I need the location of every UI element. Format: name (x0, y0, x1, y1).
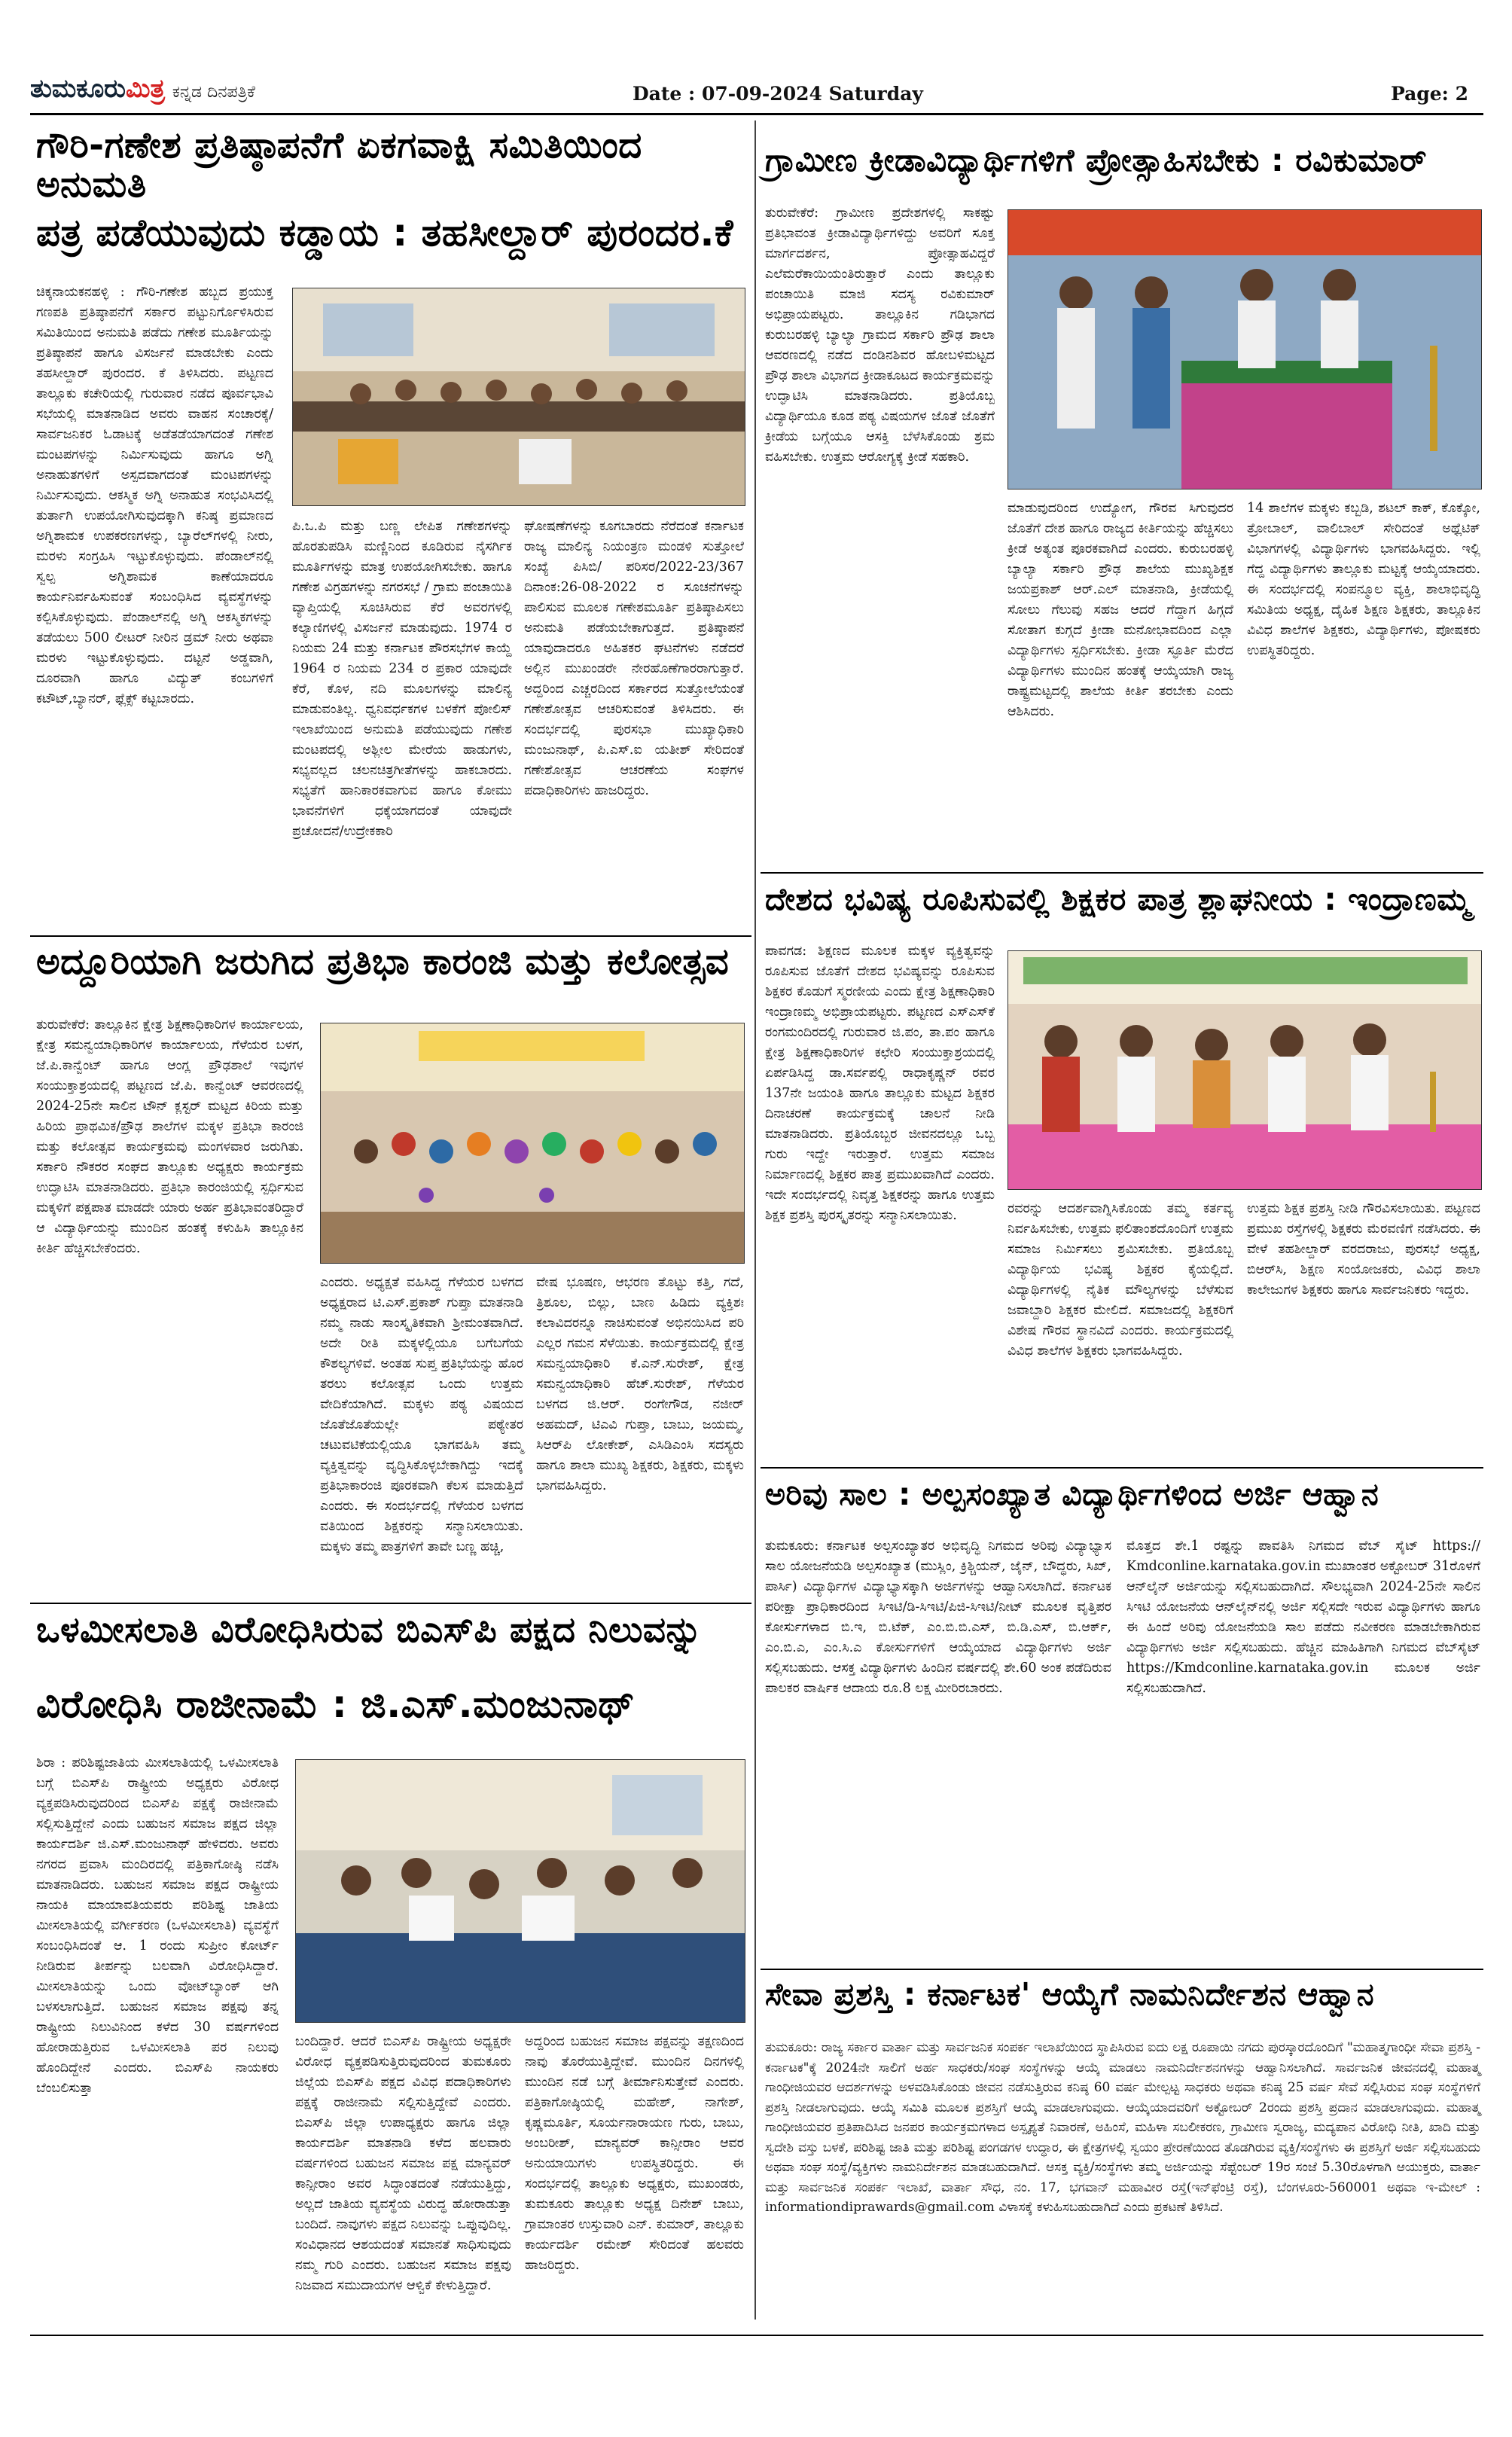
logo-text: ತುಮಕೂರು (30, 74, 126, 104)
column-divider (754, 120, 756, 2320)
sports-headline: ಗ್ರಾಮೀಣ ಕ್ರೀಡಾವಿದ್ಯಾರ್ಥಿಗಳಿಗೆ ಪ್ರೋತ್ಸಾಹಿಸಬೇಕು : ರವಿಕುಮಾರ್ (765, 142, 1428, 178)
prathibha-headline: ಅದ್ದೂರಿಯಾಗಿ ಜರುಗಿದ ಪ್ರತಿಭಾ ಕಾರಂಜಿ ಮತ್ತು ಕಲೋತ್ಸವ (36, 941, 730, 983)
divider (761, 1969, 1483, 1970)
arivu-col-1: ತುಮಕೂರು: ಕರ್ನಾಟಕ ಅಲ್ಪಸಂಖ್ಯಾತರ ಅಭಿವೃದ್ಧಿ ನಿಗಮದ ಅರಿವು ವಿದ್ಯಾಭ್ಯಾಸ ಸಾಲ ಯೋಜನೆಯಡಿ ಅಲ್ಪಸಂಖ್ಯಾತ (ಮುಸ್ಲಿಂ, ಕ್ರಿಶ್ಚಿಯನ್, ಜೈನ್, ಬೌದ್ಧರು, ಸಿಖ್, ಪಾರ್ಸಿ) ವಿದ್ಯಾರ್ಥಿಗಳ ವಿದ್ಯಾಭ್ಯಾಸಕ್ಕಾಗಿ ಅರ್ಜಿಗಳನ್ನು ಆಹ್ವಾನಿಸಲಾಗಿದೆ. ಕರ್ನಾಟಕ ಪರೀಕ್ಷಾ ಪ್ರಾಧಿಕಾರದಿಂದ ಸಿಇಟಿ/ಡಿ-ಸಿಇಟಿ/ಪಿಜಿ-ಸಿಇಟಿ/ನೀಟ್ ಮೂಲಕ ವೃತ್ತಿಪರ ಕೋರ್ಸುಗಳಾದ ಬಿ.ಇ, ಬಿ.ಟೆಕ್, ಎಂ.ಬಿ.ಬಿ.ಎಸ್, ಬಿ.ಡಿ.ಎಸ್, ಬಿ.ಆರ್ಕ್, ಎಂ.ಬಿ.ಎ, ಎಂ.ಸಿ.ಎ ಕೋರ್ಸುಗಳಿಗೆ ಆಯ್ಕೆಯಾದ ವಿದ್ಯಾರ್ಥಿಗಳು ಅರ್ಜಿ ಸಲ್ಲಿಸಬಹುದು. ಆಸಕ್ತ ವಿದ್ಯಾರ್ಥಿಗಳು ಹಿಂದಿನ ವರ್ಷದಲ್ಲಿ ಶೇ.60 ಅಂಕ ಪಡೆದಿರುವ ಪಾಲಕರ ವಾರ್ಷಿಕ ಆದಾಯ ರೂ.8 ಲಕ್ಷ ಮೀರಿರಬಾರದು. (765, 1539, 1111, 1696)
masthead (30, 0, 1483, 113)
indiramma-col-2: ರವರನ್ನು ಆದರ್ಶವಾಗ್ನಿಸಿಕೊಂಡು ತಮ್ಮ ಕರ್ತವ್ಯ ನಿರ್ವಹಿಸಬೇಕು, ಉತ್ತಮ ಫಲಿತಾಂಶದೊಂದಿಗೆ ಉತ್ತಮ ಸಮಾಜ ನಿರ್ಮಿಸಲು ಶ್ರಮಿಸಬೇಕು. ಪ್ರತಿಯೊಬ್ಬ ವಿದ್ಯಾರ್ಥಿಯ ಭವಿಷ್ಯ ಶಿಕ್ಷಕರ ಕೈಯಲ್ಲಿದೆ. ವಿದ್ಯಾರ್ಥಿಗಳಲ್ಲಿ ನೈತಿಕ ಮೌಲ್ಯಗಳನ್ನು ಬೆಳೆಸುವ ಜವಾಬ್ದಾರಿ ಶಿಕ್ಷಕರ ಮೇಲಿದೆ. ಸಮಾಜದಲ್ಲಿ ಶಿಕ್ಷಕರಿಗೆ ವಿಶೇಷ ಗೌರವ ಸ್ಥಾನವಿದೆ ಎಂದರು. ಕಾರ್ಯಕ್ರಮದಲ್ಲಿ ವಿವಿಧ ಶಾಲೆಗಳ ಶಿಕ್ಷಕರು ಭಾಗವಹಿಸಿದ್ದರು. (1007, 1201, 1233, 1359)
logo-subtitle: ಕನ್ನಡ ದಿನಪತ್ರಿಕೆ (172, 83, 255, 102)
sports-col-1: ತುರುವೇಕೆರೆ: ಗ್ರಾಮೀಣ ಪ್ರದೇಶಗಳಲ್ಲಿ ಸಾಕಷ್ಟು ಪ್ರತಿಭಾವಂತ ಕ್ರೀಡಾವಿದ್ಯಾರ್ಥಿಗಳಿದ್ದು ಅವರಿಗೆ ಸೂಕ್ತ ಮಾರ್ಗದರ್ಶನ, ಪ್ರೋತ್ಸಾಹವಿದ್ದರೆ ಎಲೆಮರೆಕಾಯಿಯಂತಿರುತ್ತಾರೆ ಎಂದು ತಾಲ್ಲೂಕು ಪಂಚಾಯಿತಿ ಮಾಜಿ ಸದಸ್ಯ ರವಿಕುಮಾರ್ ಅಭಿಪ್ರಾಯಪಟ್ಟರು. ತಾಲ್ಲೂಕಿನ ಗಡಿಭಾಗದ ಕುರುಬರಹಳ್ಳಿ ಬ್ಯಾಲ್ಯಾ ಗ್ರಾಮದ ಸರ್ಕಾರಿ ಪ್ರೌಢ ಶಾಲಾ ಆವರಣದಲ್ಲಿ ನಡೆದ ದಂಡಿನಶಿವರ ಹೋಬಳಿಮಟ್ಟದ ಪ್ರೌಢ ಶಾಲಾ ವಿಭಾಗದ ಕ್ರೀಡಾಕೂಟದ ಕಾರ್ಯಕ್ರಮವನ್ನು ಉದ್ಘಾಟಿಸಿ ಮಾತನಾಡಿದರು. ಪ್ರತಿಯೊಬ್ಬ ವಿದ್ಯಾರ್ಥಿಯೂ ಕೂಡ ಪಠ್ಯ ವಿಷಯಗಳ ಜೊತೆ ಜೊತೆಗೆ ಕ್ರೀಡೆಯ ಬಗ್ಗೆಯೂ ಆಸಕ್ತಿ ಬೆಳೆಸಿಕೊಂಡು ಶ್ರಮ ವಹಿಸಬೇಕು. ಉತ್ತಮ ಆರೋಗ್ಯಕ್ಕೆ ಕ್ರೀಡೆ ಸಹಕಾರಿ. (765, 206, 995, 465)
seva-body: ತುಮಕೂರು: ರಾಜ್ಯ ಸರ್ಕಾರ ವಾರ್ತಾ ಮತ್ತು ಸಾರ್ವಜನಿಕ ಸಂಪರ್ಕ ಇಲಾಖೆಯಿಂದ ಸ್ಥಾಪಿಸಿರುವ ಐದು ಲಕ್ಷ ರೂಪಾಯಿ ನಗದು ಪುರಸ್ಕಾರದೊಂದಿಗೆ "ಮಹಾತ್ಮಗಾಂಧೀ ಸೇವಾ ಪ್ರಶಸ್ತಿ - ಕರ್ನಾಟಕ"ಕ್ಕೆ 2024ನೇ ಸಾಲಿಗೆ ಅರ್ಹ ಸಾಧಕರು/ಸಂಘ ಸಂಸ್ಥೆಗಳನ್ನು ಆಯ್ಕೆ ಮಾಡಲು ನಾಮನಿರ್ದೇಶನಗಳನ್ನು ಆಹ್ವಾನಿಸಲಾಗಿದೆ. ಸಾರ್ವಜನಿಕ ಜೀವನದಲ್ಲಿ ಮಹಾತ್ಮ ಗಾಂಧೀಜಿಯವರ ಆದರ್ಶಗಳನ್ನು ಅಳವಡಿಸಿಕೊಂಡು ಜೀವನ ನಡೆಸುತ್ತಿರುವ ಕನಿಷ್ಠ 60 ವರ್ಷ ಮೇಲ್ಪಟ್ಟ ಸಾಧಕರು ಅಥವಾ ಕನಿಷ್ಠ 25 ವರ್ಷ ಸೇವೆ ಸಲ್ಲಿಸಿರುವ ಸಂಘ ಸಂಸ್ಥೆಗಳಿಗೆ ಪ್ರಶಸ್ತಿ ನೀಡಲಾಗುವುದು. ಆಯ್ಕೆ ಸಮಿತಿ ಮೂಲಕ ಪ್ರಶಸ್ತಿಗೆ ಆಯ್ಕೆ ಮಾಡಲಾಗುವುದು. ಆಯ್ಕೆಯಾದವರಿಗೆ ಅಕ್ಟೋಬರ್ 2ರಂದು ಪ್ರಶಸ್ತಿ ಪ್ರದಾನ ಮಾಡಲಾಗುವುದು. ಮಹಾತ್ಮ ಗಾಂಧೀಜಿಯವರ ಪ್ರತಿಪಾದಿಸಿದ ಜನಪರ ಕಾರ್ಯಕ್ರಮಗಳಾದ ಅಸ್ಪೃಶ್ಯತೆ ನಿವಾರಣೆ, ಅಹಿಂಸೆ, ಮಹಿಳಾ ಸಬಲೀಕರಣ, ಗ್ರಾಮೀಣ ಸ್ವರಾಜ್ಯ, ಮದ್ಯಪಾನ ವಿರೋಧಿ ನೀತಿ, ಖಾದಿ ಮತ್ತು ಸ್ವದೇಶಿ ವಸ್ತು ಬಳಕೆ, ಪರಿಶಿಷ್ಟ ಜಾತಿ ಮತ್ತು ಪರಿಶಿಷ್ಟ ಪಂಗಡಗಳ ಉದ್ಧಾರ, ಈ ಕ್ಷೇತ್ರಗಳಲ್ಲಿ ಸ್ವಯಂ ಪ್ರೇರಣೆಯಿಂದ ತೊಡಗಿರುವ ವ್ಯಕ್ತಿ/ಸಂಸ್ಥೆಗಳು ಈ ಪ್ರಶಸ್ತಿಗೆ ಅರ್ಜಿ ಸಲ್ಲಿಸಬಹುದು ಅಥವಾ ಸಂಘ ಸಂಸ್ಥೆ/ವ್ಯಕ್ತಿಗಳು ನಾಮನಿರ್ದೇಶನ ಮಾಡಬಹುದಾಗಿದೆ. ಆಸಕ್ತ ವ್ಯಕ್ತಿ/ಸಂಸ್ಥೆಗಳು ತಮ್ಮ ಅರ್ಜಿಯನ್ನು ಸೆಪ್ಟೆಂಬರ್ 19ರ ಸಂಜೆ 5.30ರೊಳಗಾಗಿ ಆಯುಕ್ತರು, ವಾರ್ತಾ ಮತ್ತು ಸಾರ್ವಜನಿಕ ಸಂಪರ್ಕ ಇಲಾಖೆ, ವಾರ್ತಾ ಸೌಧ, ನಂ. 17, ಭಗವಾನ್ ಮಹಾವೀರ ರಸ್ತೆ(ಇನ್‌ಫೆಂಟ್ರಿ ರಸ್ತೆ), ಬೆಂಗಳೂರು-560001 ಅಥವಾ ಇ-ಮೇಲ್ : informationdiprawards@gmail.com ವಿಳಾಸಕ್ಕೆ ಕಳುಹಿಸಬಹುದಾಗಿದೆ ಎಂದು ಪ್ರಕಟಣೆ ತಿಳಿಸಿದೆ. (765, 2040, 1480, 2215)
arivu-col-2: ಮೊತ್ತದ ಶೇ.1 ರಷ್ಟನ್ನು ಪಾವತಿಸಿ ನಿಗಮದ ವೆಬ್ ಸೈಟ್ https:// Kmdconline.karnataka.gov.in ಮುಖಾಂತರ ಅಕ್ಟೋಬರ್ 31ರೊಳಗೆ ಆನ್‌ಲೈನ್ ಅರ್ಜಿಯನ್ನು ಸಲ್ಲಿಸಬಹುದಾಗಿದೆ. ಸೌಲಭ್ಯವಾಗಿ 2024-25ನೇ ಸಾಲಿನ ಸಿಇಟಿ ಯೋಜನೆಯ ಆನ್‌ಲೈನ್‌ನಲ್ಲಿ ಅರ್ಜಿ ಸಲ್ಲಿಸದೇ ಇರುವ ವಿದ್ಯಾರ್ಥಿಗಳು ಹಾಗೂ ಈ ಹಿಂದೆ ಅರಿವು ಯೋಜನೆಯಡಿ ಸಾಲ ಪಡೆದು ನವೀಕರಣ ಮಾಡಬೇಕಾಗಿರುವ ವಿದ್ಯಾರ್ಥಿಗಳು ಅರ್ಜಿ ಸಲ್ಲಿಸಬಹುದು. ಹೆಚ್ಚಿನ ಮಾಹಿತಿಗಾಗಿ ನಿಗಮದ ವೆಬ್‌ಸೈಟ್ https://Kmdconline.karnataka.gov.in ಮೂಲಕ ಅರ್ಜಿ ಸಲ್ಲಿಸಬಹುದಾಗಿದೆ. (1126, 1539, 1480, 1696)
ganesha-headline-1: ಗೌರಿ-ಗಣೇಶ ಪ್ರತಿಷ್ಠಾಪನೆಗೆ ಏಕಗವಾಕ್ಷಿ ಸಮಿತಿಯಿಂದ ಅನುಮತಿ (36, 124, 642, 206)
arivu-headline: ಅರಿವು ಸಾಲ : ಅಲ್ಪಸಂಖ್ಯಾತ ವಿದ್ಯಾರ್ಥಿಗಳಿಂದ ಅರ್ಜಿ ಆಹ್ವಾನ (765, 1476, 1379, 1512)
divider (30, 1603, 751, 1604)
ganesha-col-2: ಪಿ.ಒ.ಪಿ ಮತ್ತು ಬಣ್ಣ ಲೇಪಿತ ಗಣೇಶಗಳನ್ನು ಹೊರತುಪಡಿಸಿ ಮಣ್ಣಿನಿಂದ ಕೂಡಿರುವ ನೈಸರ್ಗಿಕ ಮೂರ್ತಿಗಳನ್ನು ಮಾತ್ರ ಉಪಯೋಗಿಸಬೇಕು. ಹಾಗೂ ಗಣೇಶ ವಿಗ್ರಹಗಳನ್ನು ನಗರಸಭೆ / ಗ್ರಾಮ ಪಂಚಾಯಿತಿ ವ್ಯಾಪ್ತಿಯಲ್ಲಿ ಸೂಚಿಸಿರುವ ಕೆರೆ ಅವರಗಳಲ್ಲಿ ಕಲ್ಯಾಣಿಗಳಲ್ಲಿ ವಿಸರ್ಜನೆ ಮಾಡುವುದು. 1974 ರ ನಿಯಮ 24 ಮತ್ತು ಕರ್ನಾಟಕ ಪೌರಸಭೆಗಳ ಕಾಯ್ದೆ 1964 ರ ನಿಯಮ 234 ರ ಪ್ರಕಾರ ಯಾವುದೇ ಕೆರೆ, ಕೊಳ, ನದಿ ಮೂಲಗಳನ್ನು ಮಾಲಿನ್ಯ ಮಾಡುವಂತಿಲ್ಲ. ಧ್ವನಿವರ್ಧಕಗಳ ಬಳಕೆಗೆ ಪೋಲಿಸ್ ಇಲಾಖೆಯಿಂದ ಅನುಮತಿ ಪಡೆಯುವುದು ಗಣೇಶ ಮಂಟಪದಲ್ಲಿ ಅಶ್ಲೀಲ ಮೇರೆಯ ಹಾಡುಗಳು, ಸಭ್ಯವಲ್ಲದ ಚಲನಚಿತ್ರಗೀತೆಗಳನ್ನು ಹಾಕಬಾರದು. ಸಭ್ಯತೆಗೆ ಹಾನಿಕಾರಕವಾಗುವ ಹಾಗೂ ಕೋಮು ಭಾವನೆಗಳಿಗೆ ಧಕ್ಕೆಯಾಗದಂತೆ ಯಾವುದೇ ಪ್ರಚೋದನೆ/ಉದ್ರೇಕಕಾರಿ (292, 519, 512, 839)
divider (30, 935, 751, 937)
bsp-headline-2: ವಿರೋಧಿಸಿ ರಾಜೀನಾಮೆ : ಜಿ.ಎಸ್.ಮಂಜುನಾಥ್ (36, 1682, 636, 1726)
sports-col-2: ಮಾಡುವುದರಿಂದ ಉದ್ಯೋಗ, ಗೌರವ ಸಿಗುವುದರ ಜೊತೆಗೆ ದೇಶ ಹಾಗೂ ರಾಜ್ಯದ ಕೀರ್ತಿಯನ್ನು ಹೆಚ್ಚಿಸಲು ಕ್ರೀಡೆ ಅತ್ಯಂತ ಪೂರಕವಾಗಿದೆ ಎಂದರು. ಕುರುಬರಹಳ್ಳಿ ಬ್ಯಾಲ್ಯಾ ಸರ್ಕಾರಿ ಪ್ರೌಢ ಶಾಲೆಯ ಮುಖ್ಯಶಿಕ್ಷಕ ಜಯಪ್ರಕಾಶ್ ಆರ್.ಎಲ್ ಮಾತನಾಡಿ, ಕ್ರೀಡೆಯಲ್ಲಿ ಸೋಲು ಗೆಲುವು ಸಹಜ ಆದರೆ ಗೆದ್ದಾಗ ಹಿಗ್ಗದೆ ಸೋತಾಗ ಕುಗ್ಗದೆ ಕ್ರೀಡಾ ಮನೋಭಾವದಿಂದ ಎಲ್ಲಾ ವಿದ್ಯಾರ್ಥಿಗಳು ಸ್ಪರ್ಧಿಸಬೇಕು. ಕ್ರೀಡಾ ಸ್ಫೂರ್ತಿ ಮೆರೆದ ವಿದ್ಯಾರ್ಥಿಗಳು ಮುಂದಿನ ಹಂತಕ್ಕೆ ಆಯ್ಕೆಯಾಗಿ ರಾಜ್ಯ ರಾಷ್ಟ್ರಮಟ್ಟದಲ್ಲಿ ಶಾಲೆಯ ಕೀರ್ತಿ ತರಬೇಕು ಎಂದು ಆಶಿಸಿದರು. (1007, 501, 1233, 719)
prathibha-group-photo (320, 1023, 745, 1264)
prathibha-col-2: ಎಂದರು. ಅಧ್ಯಕ್ಷತೆ ವಹಿಸಿದ್ದ ಗೆಳೆಯರ ಬಳಗದ ಅಧ್ಯಕ್ಷರಾದ ಟಿ.ಎಸ್.ಪ್ರಕಾಶ್ ಗುಪ್ತಾ ಮಾತನಾಡಿ ನಮ್ಮ ನಾಡು ಸಾಂಸ್ಕೃತಿಕವಾಗಿ ಶ್ರೀಮಂತವಾಗಿದೆ. ಅದೇ ರೀತಿ ಮಕ್ಕಳಲ್ಲಿಯೂ ಬಗೆಬಗೆಯ ಕೌಶಲ್ಯಗಳಿವೆ. ಅಂತಹ ಸುಪ್ತ ಪ್ರತಿಭೆಯನ್ನು ಹೊರ ತರಲು ಕಲೋತ್ಸವ ಒಂದು ಉತ್ತಮ ವೇದಿಕೆಯಾಗಿದೆ. ಮಕ್ಕಳು ಪಠ್ಯ ವಿಷಯದ ಜೊತೆಜೊತೆಯಲ್ಲೇ ಪಠ್ಯೇತರ ಚಟುವಟಿಕೆಯಲ್ಲಿಯೂ ಭಾಗವಹಿಸಿ ತಮ್ಮ ವ್ಯಕ್ತಿತ್ವವನ್ನು ವೃದ್ಧಿಸಿಕೊಳ್ಳಬೇಕಾಗಿದ್ದು ಇದಕ್ಕೆ ಪ್ರತಿಭಾಕಾರಂಜಿ ಪೂರಕವಾಗಿ ಕೆಲಸ ಮಾಡುತ್ತಿದೆ ಎಂದರು. ಈ ಸಂದರ್ಭದಲ್ಲಿ ಗೆಳೆಯರ ಬಳಗದ ವತಿಯಿಂದ ಶಿಕ್ಷಕರನ್ನು ಸನ್ಮಾನಿಸಲಾಯಿತು. ಮಕ್ಕಳು ತಮ್ಮ ಪಾತ್ರಗಳಿಗೆ ತಾವೇ ಬಣ್ಣ ಹಚ್ಚಿ, (320, 1275, 523, 1554)
prathibha-col-3: ವೇಷ ಭೂಷಣ, ಆಭರಣ ತೊಟ್ಟು ಕತ್ತಿ, ಗದೆ, ತ್ರಿಶೂಲ, ಬಿಲ್ಲು, ಬಾಣ ಹಿಡಿದು ವ್ಯಕ್ತಿಶಃ ಕಲಾವಿದರನ್ನೂ ನಾಚಿಸುವಂತೆ ಅಭಿನಯಿಸಿದ ಪರಿ ಎಲ್ಲರ ಗಮನ ಸೆಳೆಯಿತು. ಕಾರ್ಯಕ್ರಮದಲ್ಲಿ ಕ್ಷೇತ್ರ ಸಮನ್ವಯಾಧಿಕಾರಿ ಕೆ.ಎನ್.ಸುರೇಶ್, ಕ್ಷೇತ್ರ ಸಮನ್ವಯಾಧಿಕಾರಿ ಹೆಚ್.ಸುರೇಶ್, ಗೆಳೆಯರ ಬಳಗದ ಜಿ.ಆರ್. ರಂಗೇಗೌಡ, ನಜೀರ್ ಅಹಮದ್, ಟಿಎವಿ ಗುಪ್ತಾ, ಬಾಬು, ಜಯಮ್ಮ, ಸಿಆರ್‌ಪಿ ಲೋಕೇಶ್, ಎಸಿಡಿಎಂಸಿ ಸದಸ್ಯರು ಹಾಗೂ ಶಾಲಾ ಮುಖ್ಯ ಶಿಕ್ಷಕರು, ಶಿಕ್ಷಕರು, ಮಕ್ಕಳು ಭಾಗವಹಿಸಿದ್ದರು. (536, 1275, 744, 1493)
ganesha-col-3: ಘೋಷಣೆಗಳನ್ನು ಕೂಗಬಾರದು ನೆರೆದಂತೆ ಕರ್ನಾಟಕ ರಾಜ್ಯ ಮಾಲಿನ್ಯ ನಿಯಂತ್ರಣ ಮಂಡಳಿ ಸುತ್ತೋಲೆ ಸಂಖ್ಯೆ ಪಿಸಿಬಿ/ ಪರಿಸರ/2022-23/367 ದಿನಾಂಕ:26-08-2022 ರ ಸೂಚನೆಗಳನ್ನು ಪಾಲಿಸುವ ಮೂಲಕ ಗಣೇಶಮೂರ್ತಿ ಪ್ರತಿಷ್ಠಾಪಿಸಲು ಅನುಮತಿ ಪಡೆಯಬೇಕಾಗುತ್ತದೆ. ಪ್ರತಿಷ್ಠಾಪನೆ ಯಾವುದಾದರೂ ಅಹಿತಕರ ಘಟನೆಗಳು ನಡೆದರೆ ಅಲ್ಲಿನ ಮುಖಂಡರೇ ನೇರಹೊಣೆಗಾರರಾಗುತ್ತಾರೆ. ಅದ್ದರಿಂದ ಎಚ್ಚರದಿಂದ ಸರ್ಕಾರದ ಸುತ್ತೋಲೆಯಂತೆ ಗಣೇಶೋತ್ಸವ ಆಚರಿಸುವಂತೆ ತಿಳಿಸಿದರು. ಈ ಸಂದರ್ಭದಲ್ಲಿ ಪುರಸಭಾ ಮುಖ್ಯಾಧಿಕಾರಿ ಮಂಜುನಾಥ್, ಪಿ.ಎಸ್.ಐ ಯತೀಶ್ ಸೇರಿದಂತೆ ಗಣೇಶೋತ್ಸವ ಆಚರಣೆಯ ಸಂಘಗಳ ಪದಾಧಿಕಾರಿಗಳು ಹಾಜರಿದ್ದರು. (524, 519, 744, 798)
ganesha-col-1: ಚಿಕ್ಕನಾಯಕನಹಳ್ಳಿ : ಗೌರಿ-ಗಣೇಶ ಹಬ್ಬದ ಪ್ರಯುಕ್ತ ಗಣಪತಿ ಪ್ರತಿಷ್ಠಾಪನೆಗೆ ಸರ್ಕಾರ ಪಟ್ಟುನಿರ್ಗೊಳಿಸಿರುವ ಸಮಿತಿಯಿಂದ ಅನುಮತಿ ಪಡೆದು ಗಣೇಶ ಮೂರ್ತಿಯನ್ನು ಪ್ರತಿಷ್ಠಾಪನೆ ಹಾಗೂ ವಿಸರ್ಜನೆ ಮಾಡಬೇಕು ಎಂದು ತಹಸೀಲ್ದಾರ್ ಪುರಂದರ. ಕೆ ತಿಳಿಸಿದರು. ಪಟ್ಟಣದ ತಾಲ್ಲೂಕು ಕಚೇರಿಯಲ್ಲಿ ಗುರುವಾರ ನಡೆದ ಪೂರ್ವಭಾವಿ ಸಭೆಯಲ್ಲಿ ಮಾತನಾಡಿದ ಅವರು ವಾಹನ ಸಂಚಾರಕ್ಕೆ/ಸಾರ್ವಜನಿಕರ ಓಡಾಟಕ್ಕೆ ಅಡೆತಡೆಯಾಗದಂತೆ ಗಣೇಶ ಮಂಟಪಗಳನ್ನು ನಿರ್ಮಿಸುವುದು ಹಾಗೂ ಅಗ್ನಿ ಅನಾಹುತಗಳಿಗೆ ಅಸ್ಪದವಾಗದಂತೆ ಮಂಟಪಗಳನ್ನು ನಿರ್ಮಿಸುವುದು. ಆಕಸ್ಮಿಕ ಅಗ್ನಿ ಅನಾಹುತ ಸಂಭವಿಸಿದಲ್ಲಿ ತುರ್ತಾಗಿ ಉಪಯೋಗಿಸುವುದಕ್ಕಾಗಿ ಕನಿಷ್ಠ ಪ್ರಮಾಣದ ಅಗ್ನಿಶಾಮಕ ಉಪಕರಣಗಳನ್ನು, ಬ್ಯಾರೆಲ್‌ಗಳಲ್ಲಿ ನೀರು, ಮರಳು ಸಂಗ್ರಹಿಸಿ ಇಟ್ಟುಕೊಳ್ಳುವುದು. ಪೆಂಡಾಲ್‌ನಲ್ಲಿ ಸ್ವಲ್ಪ ಅಗ್ನಿಶಾಮಕ ಕಾಣೆಯಾದರೂ ಕಾರ್ಯನಿರ್ವಹಿಸುವಂತೆ ಸಂಬಂಧಿಸಿದ ವ್ಯವಸ್ಥೆಗಳನ್ನು ಕಲ್ಪಿಸಿಕೊಳ್ಳುವುದು. ಪೆಂಡಾಲ್‌ನಲ್ಲಿ ಅಗ್ನಿ ಆಕಸ್ಮಿಕಗಳನ್ನು ತಡೆಯಲು 500 ಲೀಟರ್ ನೀರಿನ ಡ್ರಮ್ ನೀರು ಅಥವಾ ಮರಳು ಇಟ್ಟುಕೊಳ್ಳುವುದು. ದಟ್ಟನೆ ಅಡ್ಡವಾಗಿ, ದೂರವಾಗಿ ಹಾಗೂ ವಿದ್ಯುತ್ ಕಂಬಗಳಿಗೆ ಕಟೌಟ್,ಬ್ಯಾನರ್, ಫ್ಲೆಕ್ಸ್ ಕಟ್ಟಬಾರದು. (36, 285, 273, 706)
masthead-divider (30, 113, 1483, 115)
page-number: Page: 2 (1390, 83, 1468, 105)
seva-headline: ಸೇವಾ ಪ್ರಶಸ್ತಿ : ಕರ್ನಾಟಕ' ಆಯ್ಕೆಗೆ ನಾಮನಿರ್ದೇಶನ ಆಹ್ವಾನ (765, 1976, 1374, 2012)
divider (761, 1467, 1483, 1469)
dateline: Date : 07-09-2024 Saturday (633, 83, 923, 105)
indiramma-col-3: ಉತ್ತಮ ಶಿಕ್ಷಕ ಪ್ರಶಸ್ತಿ ನೀಡಿ ಗೌರವಿಸಲಾಯಿತು. ಪಟ್ಟಣದ ಪ್ರಮುಖ ರಸ್ತೆಗಳಲ್ಲಿ ಶಿಕ್ಷಕರು ಮೆರವಣಿಗೆ ನಡೆಸಿದರು. ಈ ವೇಳೆ ತಹಶೀಲ್ದಾರ್ ವರದರಾಜು, ಪುರಸಭೆ ಅಧ್ಯಕ್ಷ, ಬಿಆರ್‌ಸಿ, ಶಿಕ್ಷಣ ಸಂಯೋಜಕರು, ವಿವಿಧ ಶಾಲಾ ಕಾಲೇಜುಗಳ ಶಿಕ್ಷಕರು ಹಾಗೂ ಸಾರ್ವಜನಿಕರು ಇದ್ದರು. (1247, 1201, 1480, 1298)
prathibha-col-1: ತುರುವೇಕೆರೆ: ತಾಲ್ಲೂಕಿನ ಕ್ಷೇತ್ರ ಶಿಕ್ಷಣಾಧಿಕಾರಿಗಳ ಕಾರ್ಯಾಲಯ, ಕ್ಷೇತ್ರ ಸಮನ್ವಯಾಧಿಕಾರಿಗಳ ಕಾರ್ಯಾಲಯ, ಗೆಳೆಯರ ಬಳಗ, ಜೆ.ಪಿ.ಕಾನ್ವೆಂಟ್ ಹಾಗೂ ಆಂಗ್ಲ ಪ್ರೌಢಶಾಲೆ ಇವುಗಳ ಸಂಯುಕ್ತಾಶ್ರಯದಲ್ಲಿ ಪಟ್ಟಣದ ಜೆ.ಪಿ. ಕಾನ್ವೆಂಟ್ ಆವರಣದಲ್ಲಿ 2024-25ನೇ ಸಾಲಿನ ಟೌನ್ ಕ್ಲಸ್ಟರ್ ಮಟ್ಟದ ಕಿರಿಯ ಮತ್ತು ಹಿರಿಯ ಪ್ರಾಥಮಿಕ/ಪ್ರೌಢ ಶಾಲೆಗಳ ಮಕ್ಕಳ ಪ್ರತಿಭಾ ಕಾರಂಜಿ ಮತ್ತು ಕಲೋತ್ಸವ ಕಾರ್ಯಕ್ರಮವು ಮಂಗಳವಾರ ಜರುಗಿತು. ಸರ್ಕಾರಿ ನೌಕರರ ಸಂಘದ ತಾಲ್ಲೂಕು ಅಧ್ಯಕ್ಷರು ಕಾರ್ಯಕ್ರಮ ಉದ್ಘಾಟಿಸಿ ಮಾತನಾಡಿದರು. ಪ್ರತಿಭಾ ಕಾರಂಜಿಯಲ್ಲಿ ಸ್ಪರ್ಧಿಸುವ ಮಕ್ಕಳಿಗೆ ಪಕ್ಷಪಾತ ಮಾಡದೇ ಯಾರು ಅರ್ಹ ಪ್ರತಿಭಾವಂತರಿದ್ದಾರೆ ಆ ವಿದ್ಯಾರ್ಥಿಯನ್ನು ಮುಂದಿನ ಹಂತಕ್ಕೆ ಕಳುಹಿಸಿ ತಾಲ್ಲೂಕಿನ ಕೀರ್ತಿ ಹೆಚ್ಚಿಸಬೇಕೆಂದರು. (36, 1017, 303, 1256)
bsp-col-1: ಶಿರಾ : ಪರಿಶಿಷ್ಟಜಾತಿಯ ಮೀಸಲಾತಿಯಲ್ಲಿ ಒಳಮೀಸಲಾತಿ ಬಗ್ಗೆ ಬಿಎಸ್‌ಪಿ ರಾಷ್ಟ್ರೀಯ ಅಧ್ಯಕ್ಷರು ವಿರೋಧ ವ್ಯಕ್ತಪಡಿಸಿರುವುದರಿಂದ ಬಿಎಸ್‌ಪಿ ಪಕ್ಷಕ್ಕೆ ರಾಜೀನಾಮೆ ಸಲ್ಲಿಸುತ್ತಿದ್ದೇನೆ ಎಂದು ಬಹುಜನ ಸಮಾಜ ಪಕ್ಷದ ಜಿಲ್ಲಾ ಕಾರ್ಯದರ್ಶಿ ಜಿ.ಎಸ್.ಮಂಜುನಾಥ್ ಹೇಳಿದರು. ಅವರು ನಗರದ ಪ್ರವಾಸಿ ಮಂದಿರದಲ್ಲಿ ಪತ್ರಿಕಾಗೋಷ್ಠಿ ನಡೆಸಿ ಮಾತನಾಡಿದರು. ಬಹುಜನ ಸಮಾಜ ಪಕ್ಷದ ರಾಷ್ಟ್ರೀಯ ನಾಯಕಿ ಮಾಯಾವತಿಯವರು ಪರಿಶಿಷ್ಟ ಜಾತಿಯ ಮೀಸಲಾತಿಯಲ್ಲಿ ವರ್ಗೀಕರಣ (ಒಳಮೀಸಲಾತಿ) ವ್ಯವಸ್ಥೆಗೆ ಸಂಬಂಧಿಸಿದಂತೆ ಆ. 1 ರಂದು ಸುಪ್ರೀಂ ಕೋರ್ಟ್ ನೀಡಿರುವ ತೀರ್ಪನ್ನು ಬಲವಾಗಿ ವಿರೋಧಿಸಿದ್ದಾರೆ. ಮೀಸಲಾತಿಯನ್ನು ಒಂದು ವೋಟ್‌ಬ್ಯಾಂಕ್ ಆಗಿ ಬಳಸಲಾಗುತ್ತಿದೆ. ಬಹುಜನ ಸಮಾಜ ಪಕ್ಷವು ತನ್ನ ರಾಷ್ಟ್ರೀಯ ನಿಲುವಿನಿಂದ ಕಳೆದ 30 ವರ್ಷಗಳಿಂದ ಹೋರಾಡುತ್ತಿರುವ ಒಳಮೀಸಲಾತಿ ಪರ ನಿಲುವು ಹೊಂದಿದ್ದೇನೆ ಎಂದರು. ಬಿಎಸ್‌ಪಿ ನಾಯಕರು ಬೆಂಬಲಿಸುತ್ತಾ (36, 1755, 279, 2096)
logo-accent: ಮಿತ್ರ (125, 74, 165, 104)
page-bottom-rule (30, 2335, 1483, 2336)
ganesha-headline-2: ಪತ್ರ ಪಡೆಯುವುದು ಕಡ್ಡಾಯ : ತಹಸೀಲ್ದಾರ್ ಪುರಂದರ.ಕೆ (36, 211, 733, 255)
sports-col-3: 14 ಶಾಲೆಗಳ ಮಕ್ಕಳು ಕಬ್ಬಡಿ, ಶಟಲ್ ಕಾಕ್, ಕೊಕ್ಕೋ, ತ್ರೋಬಾಲ್, ವಾಲಿಬಾಲ್ ಸೇರಿದಂತೆ ಅಥ್ಲೆಟಿಕ್ ವಿಭಾಗಗಳಲ್ಲಿ ವಿದ್ಯಾರ್ಥಿಗಳು ಭಾಗವಹಿಸಿದ್ದರು. ಇಲ್ಲಿ ಗೆದ್ದ ವಿದ್ಯಾರ್ಥಿಗಳು ತಾಲ್ಲೂಕು ಮಟ್ಟಕ್ಕೆ ಆಯ್ಕೆಯಾದರು. ಈ ಸಂದರ್ಭದಲ್ಲಿ ಸಂಪನ್ಮೂಲ ವ್ಯಕ್ತಿ, ಶಾಲಾಭಿವೃದ್ಧಿ ಸಮಿತಿಯ ಅಧ್ಯಕ್ಷ, ದೈಹಿಕ ಶಿಕ್ಷಣ ಶಿಕ್ಷಕರು, ತಾಲ್ಲೂಕಿನ ವಿವಿಧ ಶಾಲೆಗಳ ಶಿಕ್ಷಕರು, ವಿದ್ಯಾರ್ಥಿಗಳು, ಪೋಷಕರು ಉಪಸ್ಥಿತರಿದ್ದರು. (1247, 501, 1480, 658)
indiramma-headline: ದೇಶದ ಭವಿಷ್ಯ ರೂಪಿಸುವಲ್ಲಿ ಶಿಕ್ಷಕರ ಪಾತ್ರ ಶ್ಲಾಘನೀಯ : ಇಂದ್ರಾಣಮ್ಮ (765, 881, 1471, 917)
newspaper-logo (30, 74, 255, 104)
bsp-press-photo (295, 1759, 745, 2023)
bsp-headline-1: ಒಳಮೀಸಲಾತಿ ವಿರೋಧಿಸಿರುವ ಬಿಎಸ್‌ಪಿ ಪಕ್ಷದ ನಿಲುವನ್ನು (36, 1609, 703, 1651)
divider (761, 872, 1483, 874)
indiramma-event-photo (1007, 950, 1482, 1190)
ganesha-meeting-photo (292, 288, 745, 506)
indiramma-col-1: ಪಾವಗಡ: ಶಿಕ್ಷಣದ ಮೂಲಕ ಮಕ್ಕಳ ವ್ಯಕ್ತಿತ್ವವನ್ನು ರೂಪಿಸುವ ಜೊತೆಗೆ ದೇಶದ ಭವಿಷ್ಯವನ್ನು ರೂಪಿಸುವ ಶಿಕ್ಷಕರ ಕೊಡುಗೆ ಸ್ಮರಣೀಯ ಎಂದು ಕ್ಷೇತ್ರ ಶಿಕ್ಷಣಾಧಿಕಾರಿ ಇಂದ್ರಾಣಮ್ಮ ಅಭಿಪ್ರಾಯಪಟ್ಟರು. ಪಟ್ಟಣದ ಎಸ್‌ಎಸ್‌ಕೆ ರಂಗಮಂದಿರದಲ್ಲಿ ಗುರುವಾರ ಜಿ.ಪಂ, ತಾ.ಪಂ ಹಾಗೂ ಕ್ಷೇತ್ರ ಶಿಕ್ಷಣಾಧಿಕಾರಿಗಳ ಕಛೇರಿ ಸಂಯುಕ್ತಾಶ್ರಯದಲ್ಲಿ ಏರ್ಪಡಿಸಿದ್ದ ಡಾ.ಸರ್ವಪಲ್ಲಿ ರಾಧಾಕೃಷ್ಣನ್ ರವರ 137ನೇ ಜಯಂತಿ ಹಾಗೂ ತಾಲ್ಲೂಕು ಮಟ್ಟದ ಶಿಕ್ಷಕರ ದಿನಾಚರಣೆ ಕಾರ್ಯಕ್ರಮಕ್ಕೆ ಚಾಲನೆ ನೀಡಿ ಮಾತನಾಡಿದರು. ಪ್ರತಿಯೊಬ್ಬರ ಜೀವನದಲ್ಲೂ ಒಬ್ಬ ಗುರು ಇದ್ದೇ ಇರುತ್ತಾರೆ. ಉತ್ತಮ ಸಮಾಜ ನಿರ್ಮಾಣದಲ್ಲಿ ಶಿಕ್ಷಕರ ಪಾತ್ರ ಪ್ರಮುಖವಾಗಿದೆ ಎಂದರು. ಇದೇ ಸಂದರ್ಭದಲ್ಲಿ ನಿವೃತ್ತ ಶಿಕ್ಷಕರನ್ನು ಹಾಗೂ ಉತ್ತಮ ಶಿಕ್ಷಕ ಪ್ರಶಸ್ತಿ ಪುರಸ್ಕೃತರನ್ನು ಸನ್ಮಾನಿಸಲಾಯಿತು. (765, 944, 995, 1223)
bsp-col-3: ಅದ್ದರಿಂದ ಬಹುಜನ ಸಮಾಜ ಪಕ್ಷವನ್ನು ತಕ್ಷಣದಿಂದ ನಾವು ತೊರೆಯುತ್ತಿದ್ದೇವೆ. ಮುಂದಿನ ದಿನಗಳಲ್ಲಿ ಮುಂದಿನ ನಡೆ ಬಗ್ಗೆ ತೀರ್ಮಾನಿಸುತ್ತೇವೆ ಎಂದರು. ಪತ್ರಿಕಾಗೋಷ್ಠಿಯಲ್ಲಿ ಮಹೇಶ್, ನಾಗೇಶ್, ಕೃಷ್ಣಮೂರ್ತಿ, ಸೂರ್ಯನಾರಾಯಣ ಗುರು, ಬಾಬು, ಅಂಬರೀಶ್, ಮಾನ್ಯವರ್ ಕಾನ್ಸೀರಾಂ ಆವರ ಅನುಯಾಯಿಗಳು ಉಪಸ್ಥಿತರಿದ್ದರು. ಈ ಸಂದರ್ಭದಲ್ಲಿ ತಾಲ್ಲೂಕು ಅಧ್ಯಕ್ಷರು, ಮುಖಂಡರು, ತುಮಕೂರು ತಾಲ್ಲೂಕು ಅಧ್ಯಕ್ಷ ದಿನೇಶ್ ಬಾಬು, ಗ್ರಾಮಾಂತರ ಉಸ್ತುವಾರಿ ಎನ್. ಕುಮಾರ್, ತಾಲ್ಲೂಕು ಕಾರ್ಯದರ್ಶಿ ರಮೇಶ್ ಸೇರಿದಂತೆ ಹಲವರು ಹಾಜರಿದ್ದರು. (525, 2034, 744, 2273)
sports-lamp-photo (1007, 209, 1482, 490)
bsp-col-2: ಬಂದಿದ್ದಾರೆ. ಆದರೆ ಬಿಎಸ್‌ಪಿ ರಾಷ್ಟ್ರೀಯ ಅಧ್ಯಕ್ಷರೇ ವಿರೋಧ ವ್ಯಕ್ತಪಡಿಸುತ್ತಿರುವುದರಿಂದ ತುಮಕೂರು ಜಿಲ್ಲೆಯ ಬಿಎಸ್‌ಪಿ ಪಕ್ಷದ ವಿವಿಧ ಪದಾಧಿಕಾರಿಗಳು ಪಕ್ಷಕ್ಕೆ ರಾಜೀನಾಮೆ ಸಲ್ಲಿಸುತ್ತಿದ್ದೇವೆ ಎಂದರು. ಬಿಎಸ್‌ಪಿ ಜಿಲ್ಲಾ ಉಪಾಧ್ಯಕ್ಷರು ಹಾಗೂ ಜಿಲ್ಲಾ ಕಾರ್ಯದರ್ಶಿ ಮಾತನಾಡಿ ಕಳೆದ ಹಲವಾರು ವರ್ಷಗಳಿಂದ ಬಹುಜನ ಸಮಾಜ ಪಕ್ಷ ಮಾನ್ಯವರ್ ಕಾನ್ಸೀರಾಂ ಅವರ ಸಿದ್ಧಾಂತದಂತೆ ನಡೆಯುತ್ತಿದ್ದು, ಅಲ್ಲದೆ ಜಾತಿಯ ವ್ಯವಸ್ಥೆಯ ವಿರುದ್ಧ ಹೋರಾಡುತ್ತಾ ಬಂದಿದೆ. ನಾವುಗಳು ಪಕ್ಷದ ನಿಲುವನ್ನು ಒಪ್ಪುವುದಿಲ್ಲ. ಸಂವಿಧಾನದ ಆಶಯದಂತೆ ಸಮಾನತೆ ಸಾಧಿಸುವುದು ನಮ್ಮ ಗುರಿ ಎಂದರು. ಬಹುಜನ ಸಮಾಜ ಪಕ್ಷವು ನಿಜವಾದ ಸಮುದಾಯಗಳ ಆಳ್ವಿಕೆ ಕೇಳುತ್ತಿದ್ದಾರೆ. (295, 2034, 511, 2293)
